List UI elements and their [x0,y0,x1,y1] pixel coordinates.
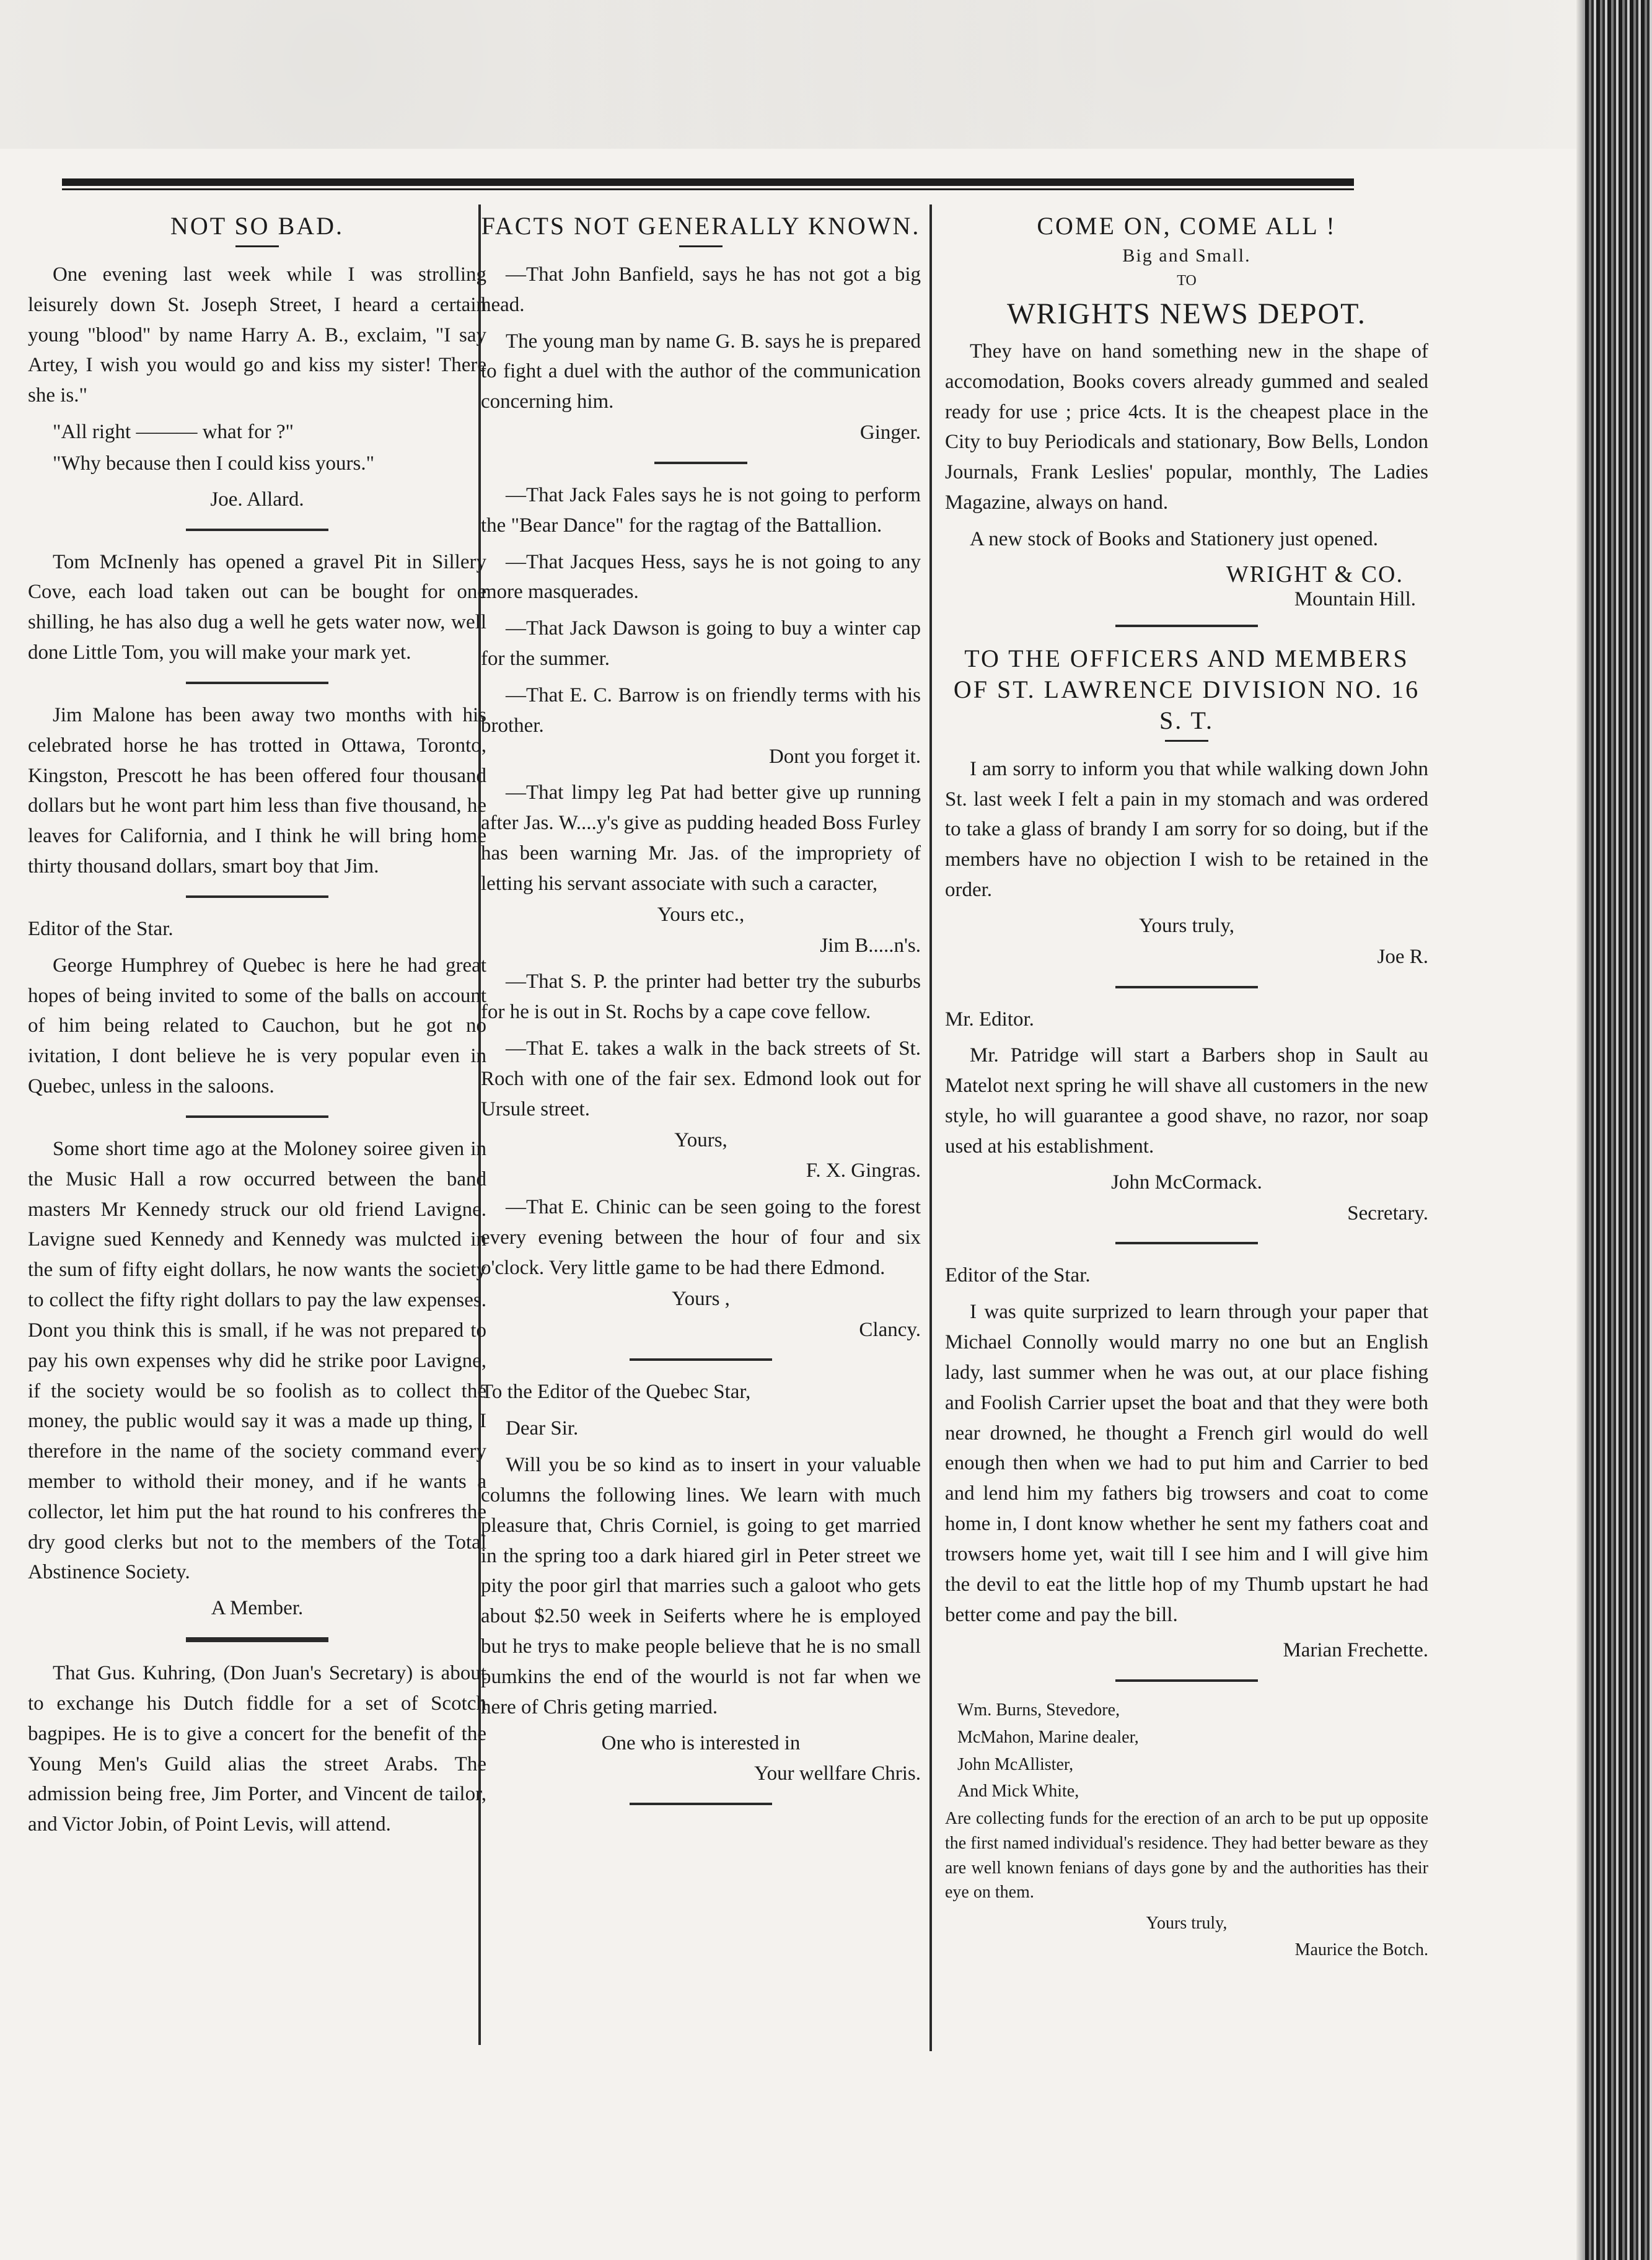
column-2 [481,211,921,1821]
separator [654,462,747,464]
signature: John McCormack. [1111,1171,1262,1194]
signature: Yours truly, [1146,1914,1228,1933]
letter-body: I was quite surprized to learn through your paper that Michael Connolly would marry no one but an English lady, last summer when he was out, at our place fishing and Foolish Carrier upset the boat and that they were both near drowned, he thought a French girl would do well enough then when we had to put him and Carrier to bed and lend him my fathers big trowsers and coat to come home in, I dont know whether he sent my fathers coat and trowsers home yet, wait till I see him and I will give him the devil to eat the little hop of my Thumb upstart he had better come and pay the bill. [945,1301,1428,1626]
signature: F. X. Gingras. [806,1159,921,1182]
ad-body: They have on hand something new in the shape of accomodation, Books covers already gummed and sealed ready for use ; price 4cts. It is the cheapest place in the City to buy Periodicals and stationary, Bow Bells, London Journals, Frank Leslies' popular, monthly, The Ladies Magazine, always on hand. [945,340,1428,514]
name-list-item: Wm. Burns, Stevedore, [957,1700,1120,1720]
page-edge [1576,0,1585,2260]
title-dash [235,245,279,247]
name-list-item: John McAllister, [957,1754,1074,1774]
letter-address: To the Editor of the Quebec Star, [481,1381,751,1404]
fact-item: —That Jacques Hess, says he is not going to any more masquerades. [481,550,921,604]
ad-title: COME ON, COME ALL ! [1037,212,1337,240]
article-line: "Why because then I could kiss yours." [53,452,375,475]
fact-item: —That limpy leg Pat had better give up running after Jas. W....y's give as pudding headed Boss Furley has been warning Mr. Jas. of the impropriety of letting his servant associate with such a caracter, [481,781,921,895]
notice-body: I am sorry to inform you that while walking down John St. last week I felt a pain in my stomach and was ordered to take a glass of brandy I am sorry for so doing, but if the members have no objection I wish to be retained in the order. [945,757,1428,902]
name-list-item: And Mick White, [957,1782,1079,1801]
paper-texture [0,0,1652,149]
signature: Ginger. [859,421,921,444]
salutation: Editor of the Star. [28,917,174,940]
signature: One who is interested in [601,1731,801,1754]
ad-firm: WRIGHT & CO. [1226,561,1404,587]
fact-item: —That Jack Fales says he is not going to perform the "Bear Dance" for the ragtag of the Battallion. [481,483,921,537]
fact-item: The young man by name G. B. says he is prepared to fight a duel with the author of the communication concerning him. [481,330,921,413]
ad-depot-name: WRIGHTS NEWS DEPOT. [1007,297,1366,330]
salutation: Dear Sir. [506,1417,579,1440]
ad-subtitle: Big and Small. [1122,245,1251,266]
separator [1115,1242,1258,1244]
separator [630,1803,772,1805]
separator [186,682,328,684]
signature: Maurice the Botch. [1294,1940,1428,1959]
notice-body: Mr. Patridge will start a Barbers shop in Sault au Matelot next spring he will shave all customers in the new style, ho will guarantee a good shave, no razor, nor soap used at his establishment. [945,1044,1428,1158]
name-list-item: McMahon, Marine dealer, [957,1727,1139,1747]
notice-title: TO THE OFFICERS AND MEMBERS OF ST. LAWRENCE DIVISION NO. 16 S. T. [953,644,1420,734]
article-body: That Gus. Kuhring, (Don Juan's Secretary) is about to exchange his Dutch fiddle for a set of Scotch bagpipes. He is to give a concert for the benefit of the Young Men's Guild alias the street Arabs. The admission being free, Jim Porter, and Vincent de tailor, and Victor Jobin, of Point Levis, will attend. [28,1662,486,1836]
fact-item: —That S. P. the printer had better try the suburbs for he is out in St. Rochs by a cape cove fellow. [481,970,921,1024]
separator [1115,625,1258,627]
article-body: George Humphrey of Quebec is here he had great hopes of being invited to some of the balls on account of him being related to Cauchon, but he got no ivitation, I dont believe he is very popular even in Quebec, unless in the saloons. [28,954,486,1098]
signature: Yours truly, [1138,914,1235,937]
fact-item: —That E. takes a walk in the back streets of St. Roch with one of the fair sex. Edmond look out for Ursule street. [481,1037,921,1120]
article-body: One evening last week while I was strolling leisurely down St. Joseph Street, I heard a certain young "blood" by name Harry A. B., exclaim, "I say Artey, I wish you would go and kiss my sister! There she is." [28,263,486,407]
title-dash [679,245,723,247]
signature: Jim B.....n's. [820,934,921,957]
article-body: Tom McInenly has opened a gravel Pit in Sillery Cove, each load taken out can be bought for one shilling, he has also dug a well he gets water now, well done Little Tom, you will make your mark yet. [28,550,486,664]
signature: Dont you forget it. [768,745,921,768]
signature: Yours , [672,1287,730,1310]
signature: Your wellfare Chris. [754,1762,921,1785]
separator [186,529,328,531]
ad-firm-location: Mountain Hill. [1294,587,1416,610]
fact-item: —That E. Chinic can be seen going to the forest every evening between the hour of four and six o'clock. Very little game to be had there Edmond. [481,1196,921,1279]
separator [1115,1679,1258,1682]
separator [186,895,328,898]
signature: Joe. Allard. [210,488,304,511]
title-dash [1165,740,1208,742]
column-3 [945,211,1428,1969]
signature: Secretary. [1347,1202,1428,1225]
signature: Yours etc., [657,903,745,926]
separator [186,1115,328,1118]
ad-body: A new stock of Books and Stationery just opened. [970,527,1379,550]
separator [1115,986,1258,988]
column-divider-2 [929,204,932,2051]
top-rule [62,178,1354,186]
section-title: FACTS NOT GENERALLY KNOWN. [481,212,921,240]
separator [630,1358,772,1361]
fact-item: —That Jack Dawson is going to buy a winter cap for the summer. [481,617,921,671]
separator [186,1637,328,1642]
signature: Joe R. [1377,945,1428,968]
fact-item: —That John Banfield, says he has not got a big head. [481,263,921,316]
letter-body: Will you be so kind as to insert in your valuable columns the following lines. We learn with much pleasure that, Chris Corniel, is going to get married in the spring too a dark hiared girl in Peter street we pity the poor girl that marries such a galoot who gets about $2.50 week in Seiferts where he is employed but he trys to make people believe that he is no small pumkins the end of the wourld is not far when we here of Chris geting married. [481,1454,921,1718]
signature: Marian Frechette. [1283,1639,1428,1662]
signature: A Member. [211,1597,304,1620]
notice-body: Are collecting funds for the erection of an arch to be put up opposite the first named individual's residence. They had better beware as they are well known fenians of days gone by and the authorities has their eye on them. [945,1809,1428,1902]
book-binding [1585,0,1652,2260]
article-title: NOT SO BAD. [170,212,345,240]
article-body: Jim Malone has been away two months with his celebrated horse he has trotted in Ottawa, Toronto, Kingston, Prescott he has been offered four thousand dollars but he wont part him less than five thousand, he leaves for California, and I think he will bring home thirty thousand dollars, smart boy that Jim. [28,703,486,878]
column-1 [28,211,486,1846]
article-body: Some short time ago at the Moloney soiree given in the Music Hall a row occurred between the band masters Mr Kennedy struck our old friend Lavigne. Lavigne sued Kennedy and Kennedy was mulcted in the sum of fifty eight dollars, he now wants the society to collect the fifty right dollars to pay the law expenses. Dont you think this is small, if he was not prepared to pay his own expenses why did he strike poor Lavigne, if the society would be so foolish as to collect the money, the public would say it was a made up thing, I therefore in the name of the society command every member to withold their money, and if he wants a collector, let him put the hat round to his confreres the dry good clerks but not to the members of the Total Abstinence Society. [28,1137,486,1584]
article-line: "All right ——— what for ?" [53,421,294,444]
salutation: Mr. Editor. [945,1008,1034,1031]
top-rule-thin [62,188,1354,190]
fact-item: —That E. C. Barrow is on friendly terms with his brother. [481,684,921,737]
ad-to: TO [1177,273,1197,289]
salutation: Editor of the Star. [945,1264,1091,1287]
signature: Clancy. [859,1318,921,1341]
signature: Yours, [674,1128,727,1151]
arch-notice [945,1698,1428,1963]
